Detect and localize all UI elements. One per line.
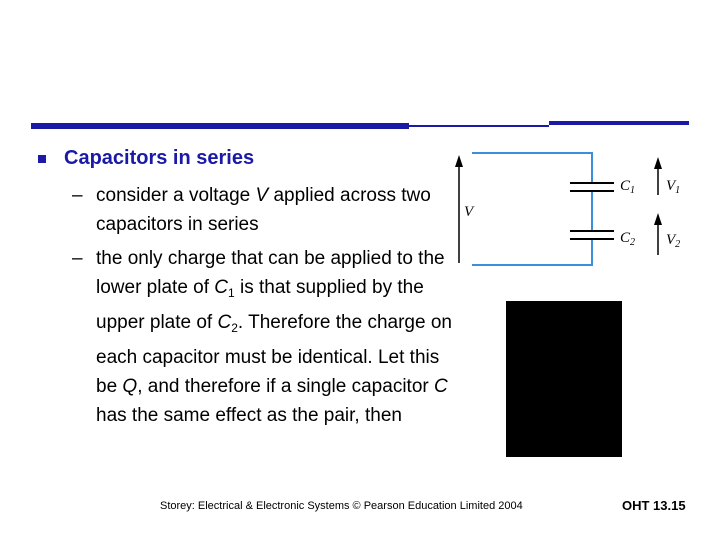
label-v1: $V_1$ (666, 178, 681, 196)
arrow-v-icon (455, 155, 463, 263)
label-c1: $C_1$ (620, 178, 636, 196)
title-rule-right (549, 121, 689, 125)
label-v: V (464, 204, 474, 220)
text-run: is that supplied by the upper plate of (96, 277, 424, 333)
text-run: applied across two capacitors in series (96, 185, 431, 235)
text-run: the only charge that can be applied to the lower plate of (96, 248, 445, 298)
text-run: . Therefore the charge on each capacitor must be identical. Let this be (96, 312, 452, 397)
capacitor-c2-symbol (570, 231, 614, 239)
wire-top (472, 153, 592, 183)
title-rule-thick (31, 123, 409, 129)
variable-q: Q (122, 376, 138, 397)
label-v2: $V_2$ (666, 232, 681, 250)
text-run: has the same effect as the pair, then (96, 405, 402, 426)
variable-c: C (217, 312, 232, 333)
variable-c: C (214, 277, 229, 298)
circuit-wires (472, 153, 592, 265)
square-bullet-icon (38, 155, 46, 163)
redacted-equation-box (506, 301, 622, 457)
subscript: 2 (231, 321, 238, 335)
text-run: consider a voltage (96, 185, 256, 206)
bullet-point-1 (72, 181, 472, 239)
variable-v: V (255, 185, 269, 206)
arrow-v1-icon (654, 157, 662, 195)
variable-c: C (434, 376, 448, 397)
slide-heading (38, 147, 254, 170)
arrow-v2-icon (654, 213, 662, 255)
bullet-text (96, 181, 472, 239)
dash-bullet: – (72, 185, 83, 206)
wire-bottom (472, 239, 592, 265)
series-capacitor-circuit (440, 145, 700, 275)
slide-number: OHT 13.15 (622, 498, 686, 513)
bullet-text (96, 244, 456, 430)
capacitor-c1-symbol (570, 183, 614, 191)
text-run: , and therefore if a single capacitor (137, 376, 434, 397)
label-c2: $C_2$ (620, 230, 636, 248)
subscript: 1 (228, 286, 235, 300)
footer-copyright: Storey: Electrical & Electronic Systems © Pearson Education Limited 2004 (160, 500, 523, 512)
title-rule-thin (409, 125, 549, 127)
dash-bullet: – (72, 248, 83, 269)
bullet-point-2 (72, 244, 472, 430)
heading-text: Capacitors in series (64, 147, 255, 169)
